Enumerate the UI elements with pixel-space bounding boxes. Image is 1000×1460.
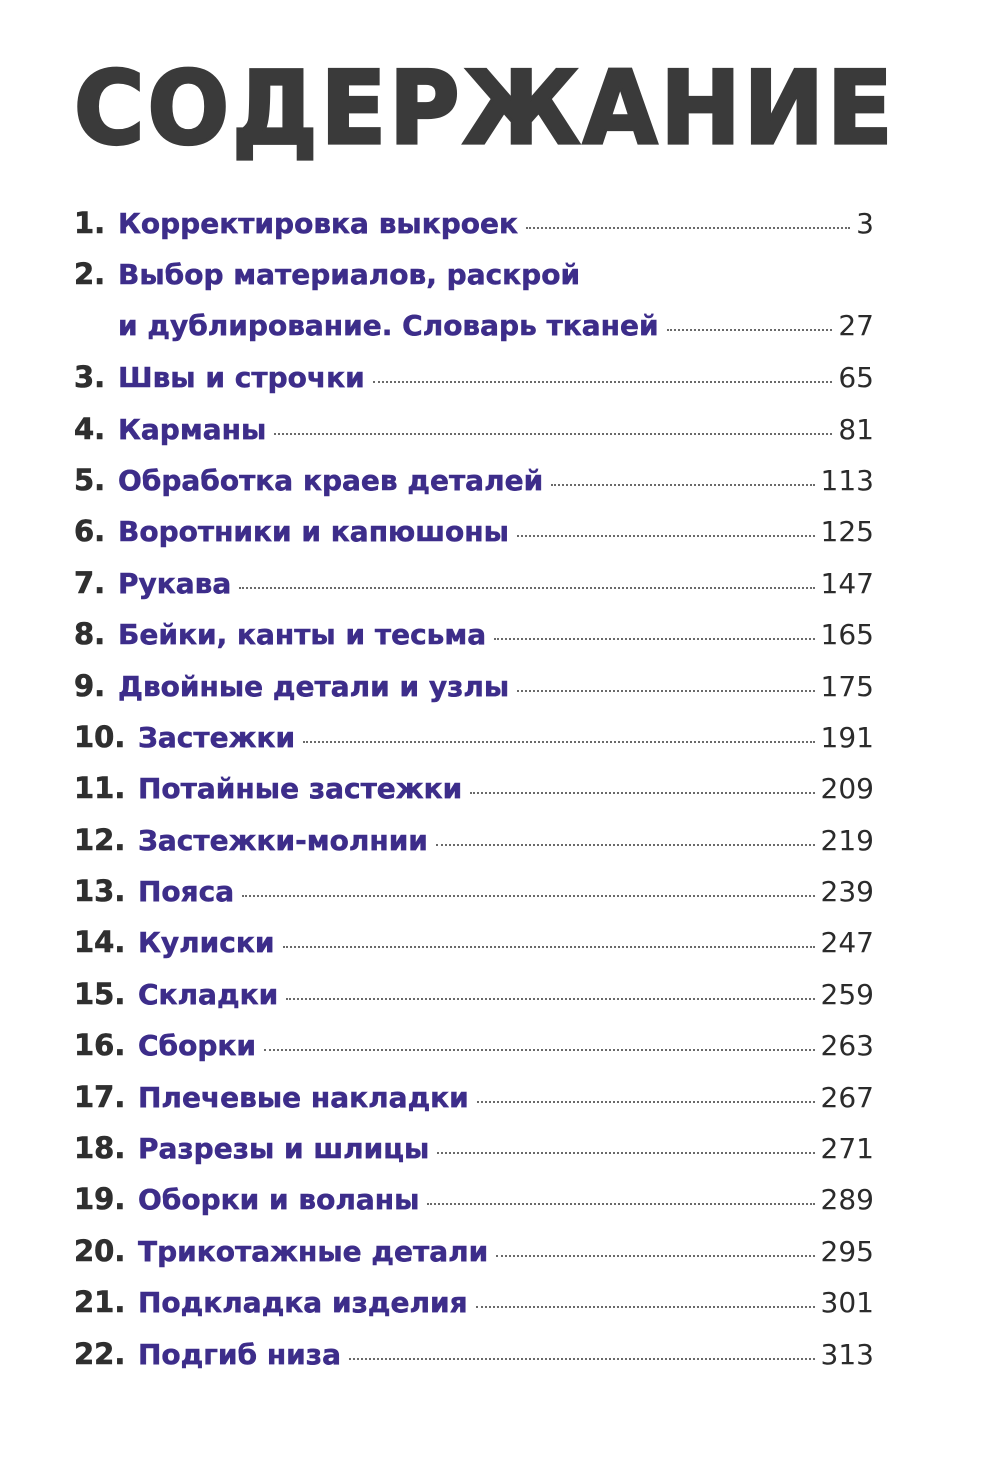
toc-entry-title: Выбор материалов, раскрой <box>118 258 581 292</box>
toc-entry-title: Застежки-молнии <box>138 823 428 857</box>
toc-entry-number: 19. <box>74 1182 126 1217</box>
toc-entry-title: Бейки, канты и тесьма <box>118 618 487 652</box>
toc-entry-title: Карманы <box>118 412 267 446</box>
toc-entry-title: Разрезы и шлицы <box>138 1132 430 1166</box>
toc-entry-title: Застежки <box>138 720 296 754</box>
toc-entry-title: Плечевые накладки <box>138 1080 469 1114</box>
toc-entry-title: Складки <box>138 977 279 1011</box>
toc-entry-page: 313 <box>820 1337 874 1371</box>
toc-dot-leader <box>517 690 814 692</box>
toc-entry[interactable] <box>74 360 874 411</box>
toc-entry-number: 9. <box>74 668 106 703</box>
toc-entry-title: Рукава <box>118 566 232 600</box>
toc-entry-title: Трикотажные детали <box>138 1234 489 1268</box>
toc-entry-page: 113 <box>820 463 874 497</box>
toc-dot-leader <box>303 741 814 743</box>
toc-entry-number: 22. <box>74 1336 126 1371</box>
toc-entry-page: 165 <box>820 618 874 652</box>
toc-entry-number: 13. <box>74 874 126 909</box>
toc-entry-number: 6. <box>74 514 106 549</box>
toc-dot-leader <box>286 998 814 1000</box>
toc-entry-title: Корректировка выкроек <box>118 207 519 240</box>
toc-entry[interactable] <box>74 1182 874 1233</box>
toc-entry[interactable] <box>74 720 874 771</box>
toc-entry-title: Кулиски <box>138 926 275 960</box>
toc-dot-leader <box>476 1306 815 1308</box>
toc-entry[interactable] <box>74 1028 874 1079</box>
toc-entry-title: Двойные детали и узлы <box>118 669 510 703</box>
toc-entry-number: 2. <box>74 257 106 292</box>
toc-dot-leader <box>470 792 814 794</box>
toc-entry[interactable] <box>74 1285 874 1336</box>
toc-entry-page: 191 <box>820 720 874 754</box>
toc-entry-page: 65 <box>838 361 874 395</box>
toc-dot-leader <box>496 1255 814 1257</box>
toc-dot-leader <box>242 895 814 897</box>
toc-entry[interactable] <box>74 874 874 925</box>
toc-entry-page: 175 <box>820 669 874 703</box>
toc-entry-page: 259 <box>820 977 874 1011</box>
toc-entry-title-continuation: и дублирование. Словарь тканей <box>118 308 659 342</box>
toc-entry-page: 247 <box>820 926 874 960</box>
toc-entry[interactable] <box>74 617 874 668</box>
toc-dot-leader <box>551 484 814 486</box>
toc-entry-number: 11. <box>74 771 126 806</box>
toc-entry[interactable] <box>74 1234 874 1285</box>
toc-dot-leader <box>667 329 833 331</box>
toc-entry-number: 3. <box>74 360 106 395</box>
toc-entry-number: 14. <box>74 925 126 960</box>
toc-entry-page: 219 <box>820 823 874 857</box>
toc-entry-title: Подкладка изделия <box>138 1286 468 1320</box>
toc-dot-leader <box>373 381 833 383</box>
toc-entry-title: Оборки и воланы <box>138 1183 420 1217</box>
toc-dot-leader <box>437 1152 814 1154</box>
toc-entry-number: 20. <box>74 1233 126 1268</box>
toc-entry-title: Швы и строчки <box>118 361 365 395</box>
toc-entry-page: 267 <box>820 1080 874 1114</box>
toc-entry-page: 81 <box>838 412 874 446</box>
toc-entry-number: 7. <box>74 565 106 600</box>
toc-entry-number: 8. <box>74 617 106 652</box>
toc-entry-page: 239 <box>820 875 874 909</box>
toc-entry-page: 147 <box>820 566 874 600</box>
toc-entry[interactable] <box>74 1080 874 1131</box>
toc-entry-number: 15. <box>74 976 126 1011</box>
toc-entry[interactable] <box>74 771 874 822</box>
toc-entry[interactable] <box>74 823 874 874</box>
toc-entry[interactable] <box>74 1337 874 1388</box>
toc-dot-leader <box>349 1358 815 1360</box>
toc-dot-leader <box>477 1101 815 1103</box>
toc-entry-number: 21. <box>74 1285 126 1320</box>
toc-dot-leader <box>436 844 815 846</box>
toc-entry-continuation[interactable] <box>74 309 874 360</box>
toc-dot-leader <box>427 1203 814 1205</box>
toc-entry-title: Обработка краев деталей <box>118 463 544 497</box>
toc-entry-number: 1. <box>74 206 106 240</box>
table-of-contents <box>74 206 874 1388</box>
toc-entry-title: Подгиб низа <box>138 1337 341 1371</box>
toc-dot-leader <box>264 1049 815 1051</box>
toc-entry-title: Потайные застежки <box>138 772 463 806</box>
toc-entry-page: 271 <box>820 1132 874 1166</box>
toc-entry-number: 5. <box>74 462 106 497</box>
toc-entry-number: 17. <box>74 1079 126 1114</box>
toc-entry[interactable] <box>74 412 874 463</box>
toc-entry[interactable] <box>74 977 874 1028</box>
toc-entry-page: 3 <box>856 207 874 240</box>
toc-entry[interactable] <box>74 257 874 308</box>
toc-entry-title: Воротники и капюшоны <box>118 515 509 549</box>
toc-dot-leader <box>517 535 815 537</box>
toc-entry-page: 301 <box>820 1286 874 1320</box>
toc-entry[interactable] <box>74 669 874 720</box>
toc-entry[interactable] <box>74 1131 874 1182</box>
toc-dot-leader <box>526 227 850 229</box>
toc-entry-page: 27 <box>838 308 874 342</box>
toc-entry-page: 125 <box>820 515 874 549</box>
toc-dot-leader <box>239 587 814 589</box>
toc-entry-page: 209 <box>820 772 874 806</box>
toc-entry-number: 10. <box>74 719 126 754</box>
toc-entry-title: Сборки <box>138 1029 257 1063</box>
toc-entry-page: 289 <box>820 1183 874 1217</box>
toc-entry-number: 18. <box>74 1131 126 1166</box>
toc-entry-title: Пояса <box>138 875 235 909</box>
toc-entry-page: 263 <box>820 1029 874 1063</box>
toc-entry-number: 16. <box>74 1028 126 1063</box>
toc-entry[interactable] <box>74 463 874 514</box>
toc-entry[interactable] <box>74 566 874 617</box>
toc-entry[interactable] <box>74 925 874 976</box>
page-heading: СОДЕРЖАНИЕ <box>74 49 896 168</box>
toc-dot-leader <box>283 946 815 948</box>
toc-entry[interactable] <box>74 514 874 565</box>
toc-entry[interactable] <box>74 206 874 257</box>
toc-entry-page: 295 <box>820 1234 874 1268</box>
toc-entry-number: 12. <box>74 822 126 857</box>
toc-entry-number: 4. <box>74 411 106 446</box>
toc-dot-leader <box>494 638 814 640</box>
toc-dot-leader <box>274 433 832 435</box>
